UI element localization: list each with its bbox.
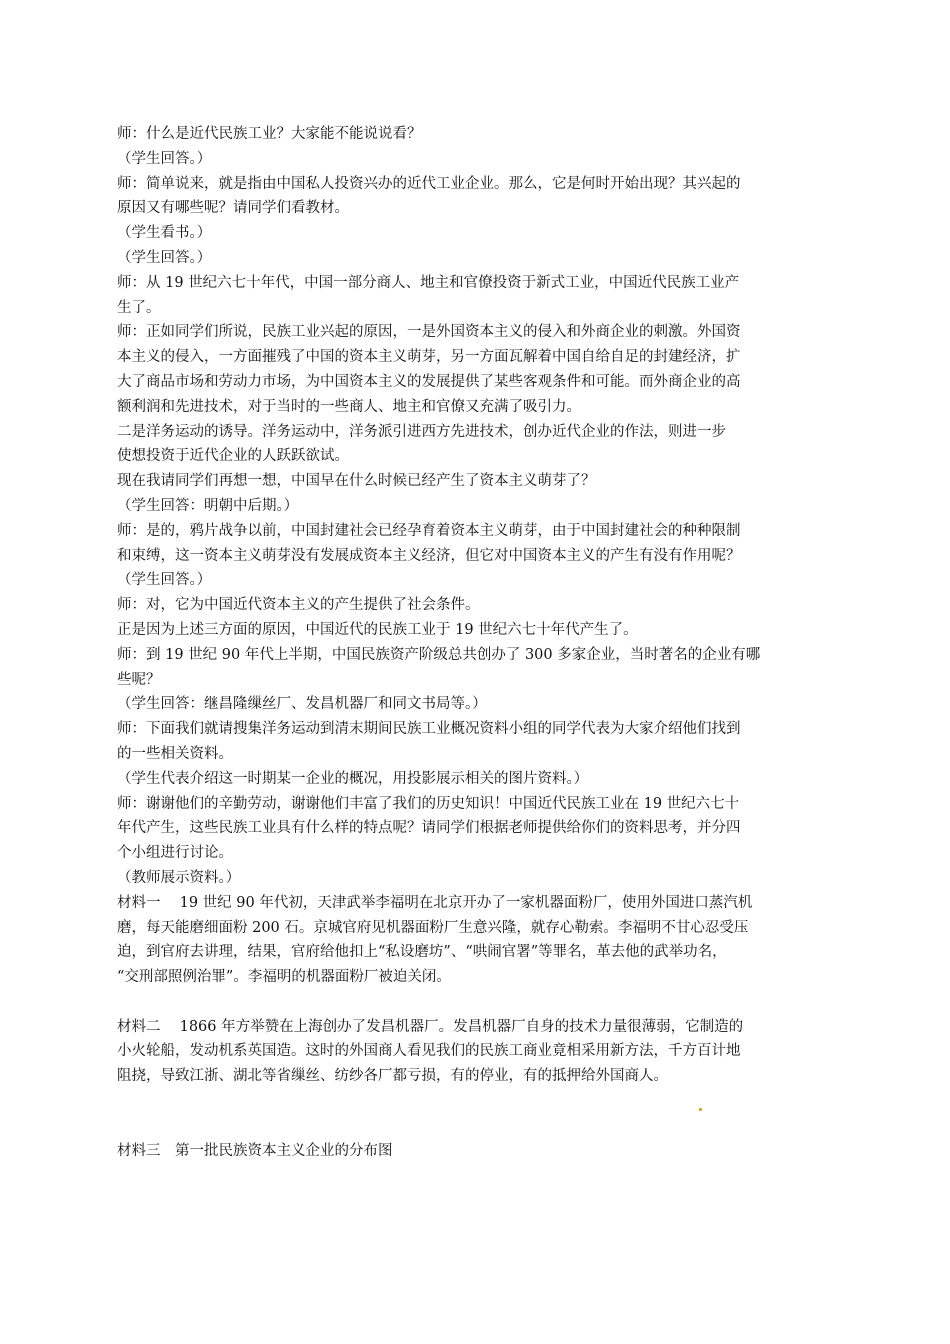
text-line: 些呢？: [117, 671, 161, 688]
text-line: 个小组进行讨论。: [117, 845, 233, 862]
text-line: 师：是的，鸦片战争以前，中国封建社会已经孕育着资本主义萌芽，由于中国封建社会的种种限制: [117, 522, 741, 539]
text-line: 正是因为上述三方面的原因，中国近代的民族工业于 19 世纪六七十年代产生了。: [117, 621, 638, 638]
text-line: 师：从 19 世纪六七十年代，中国一部分商人、地主和官僚投资于新式工业，中国近代民族工业产: [117, 274, 740, 291]
text-line: 小火轮船，发动机系英国造。这时的外国商人看见我们的民族工商业竟相采用新方法，千方百计地: [117, 1043, 741, 1060]
text-line: （学生回答。）: [117, 572, 212, 589]
text-line: （学生看书。）: [117, 225, 212, 242]
text-line: （学生回答：明朝中后期。）: [117, 497, 299, 514]
text-line: 和束缚，这一资本主义萌芽没有发展成资本主义经济，但它对中国资本主义的产生有没有作用呢？: [117, 547, 741, 564]
text-line: 生了。: [117, 299, 161, 316]
text-line: 使想投资于近代企业的人跃跃欲试。: [117, 448, 349, 465]
material-two-block: [117, 1015, 839, 1089]
paragraph-gap: [117, 1089, 839, 1139]
text-line: 二是洋务运动的诱导。洋务运动中，洋务派引进西方先进技术，创办近代企业的作法，则进一步: [117, 423, 726, 440]
text-line: 材料三 第一批民族资本主义企业的分布图: [117, 1142, 393, 1159]
text-line: （教师展示资料。）: [117, 869, 241, 886]
text-line: （学生回答。）: [117, 249, 212, 266]
text-line: 磨，每天能磨细面粉 200 石。京城官府见机器面粉厂生意兴隆，就存心勒索。李福明不甘心忍受压: [117, 919, 749, 936]
paragraph-gap: [117, 990, 839, 1015]
text-line: 的一些相关资料。: [117, 745, 233, 762]
text-line: 师：谢谢他们的辛勤劳动，谢谢他们丰富了我们的历史知识！中国近代民族工业在 19 世纪六七十: [117, 795, 740, 812]
text-line: 材料一 19 世纪 90 年代初，天津武举李福明在北京开办了一家机器面粉厂，使用外国进口蒸汽机: [117, 894, 753, 911]
text-line: 额利润和先进技术，对于当时的一些商人、地主和官僚又充满了吸引力。: [117, 398, 581, 415]
text-line: 本主义的侵入，一方面摧残了中国的资本主义萌芽，另一方面瓦解着中国自给自足的封建经济，扩: [117, 349, 741, 366]
text-line: 阻挠，导致江浙、湖北等省缫丝、纺纱各厂都亏损，有的停业，有的抵押给外国商人。: [117, 1068, 668, 1085]
text-line: （学生代表介绍这一时期某一企业的概况，用投影展示相关的图片资料。）: [117, 770, 589, 787]
text-line: 师：到 19 世纪 90 年代上半期，中国民族资产阶级总共创办了 300 多家企业，当时著名的企业有哪: [117, 646, 761, 663]
text-line: 师：正如同学们所说，民族工业兴起的原因，一是外国资本主义的侵入和外商企业的刺激。外国资: [117, 324, 741, 341]
text-line: 原因又有哪些呢？请同学们看教材。: [117, 200, 349, 217]
text-line: 大了商品市场和劳动力市场，为中国资本主义的发展提供了某些客观条件和可能。而外商企业的高: [117, 373, 741, 390]
decorative-dot: [699, 1108, 702, 1111]
text-line: 现在我请同学们再想一想，中国早在什么时候已经产生了资本主义萌芽了？: [117, 473, 596, 490]
text-line: “交刑部照例治罪”。李福明的机器面粉厂被迫关闭。: [117, 969, 451, 986]
dialogue-block: [117, 122, 839, 990]
material-three-block: [117, 1139, 839, 1164]
text-line: 师：什么是近代民族工业？大家能不能说说看？: [117, 126, 422, 142]
text-line: 迫，到官府去讲理，结果，官府给他扣上“私设磨坊”、“哄闹官署”等罪名，革去他的武举功名，: [117, 944, 727, 961]
text-line: （学生回答。）: [117, 150, 212, 167]
text-line: （学生回答：继昌隆缫丝厂、发昌机器厂和同文书局等。）: [117, 696, 487, 713]
text-line: 师：对，它为中国近代资本主义的产生提供了社会条件。: [117, 597, 480, 614]
text-line: 师：简单说来，就是指由中国私人投资兴办的近代工业企业。那么，它是何时开始出现？其兴起的: [117, 175, 741, 192]
text-line: 材料二 1866 年方举赞在上海创办了发昌机器厂。发昌机器厂自身的技术力量很薄弱，它制造的: [117, 1018, 744, 1035]
text-line: 年代产生，这些民族工业具有什么样的特点呢？请同学们根据老师提供给你们的资料思考，并分四: [117, 820, 741, 837]
text-line: 师：下面我们就请搜集洋务运动到清末期间民族工业概况资料小组的同学代表为大家介绍他们找到: [117, 721, 741, 738]
document-body: [117, 122, 839, 1163]
